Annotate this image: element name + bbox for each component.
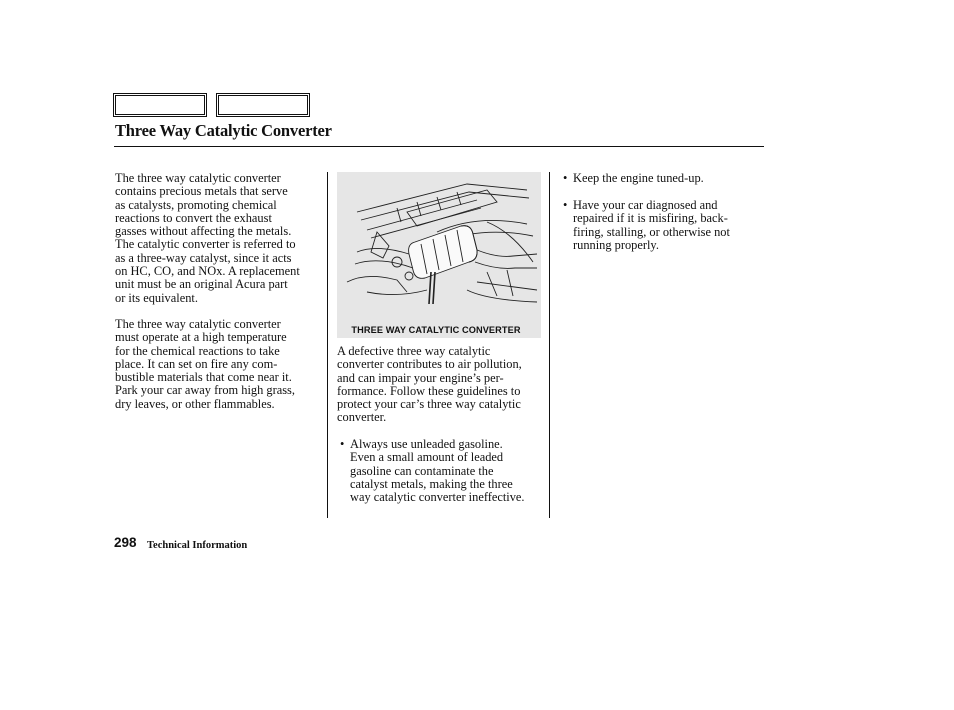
defective-converter-paragraph: A defective three way catalytic converter contributes to air pollution, and can impair your engine’s per- formance. Follow these guidelines to protect your car’s three way catalytic converter. <box>337 344 522 425</box>
page-number: 298 <box>114 535 137 550</box>
temperature-warning-paragraph: The three way catalytic converter must operate at a high temperature for the chemical reactions to take place. It can set on fire any com- bustible materials that come near it. Park your car away from high grass, dry leaves, or other flammables. <box>115 317 295 411</box>
catalytic-converter-illustration-icon <box>337 172 541 322</box>
title-divider <box>114 146 764 147</box>
guideline-unleaded-gasoline: • Always use unleaded gasoline. Even a small amount of leaded gasoline can contaminate the catalyst metals, making the three way catalytic converter ineffective. <box>339 438 556 504</box>
header-tab-left <box>113 93 207 117</box>
section-label: Technical Information <box>147 540 248 551</box>
guideline-diagnose-repair: • Have your car diagnosed and repaired if it is misfiring, back- firing, stalling, or otherwise not running properly. <box>562 199 773 252</box>
header-tab-right <box>216 93 310 117</box>
intro-paragraph: The three way catalytic converter contains precious metals that serve as catalysts, promoting chemical reactions to convert the exhaust gasses without affecting the metals. The catalytic converter is referred to as a three-way catalyst, since it acts on HC, CO, and NOx. A replacement unit must be an original Acura part or its equivalent. <box>115 171 300 305</box>
column-divider-1 <box>327 172 328 518</box>
guideline-engine-tuned: • Keep the engine tuned-up. <box>562 172 773 185</box>
figure-caption: THREE WAY CATALYTIC CONVERTER <box>351 325 521 335</box>
catalytic-converter-figure <box>337 172 541 338</box>
page-title: Three Way Catalytic Converter <box>115 121 332 140</box>
